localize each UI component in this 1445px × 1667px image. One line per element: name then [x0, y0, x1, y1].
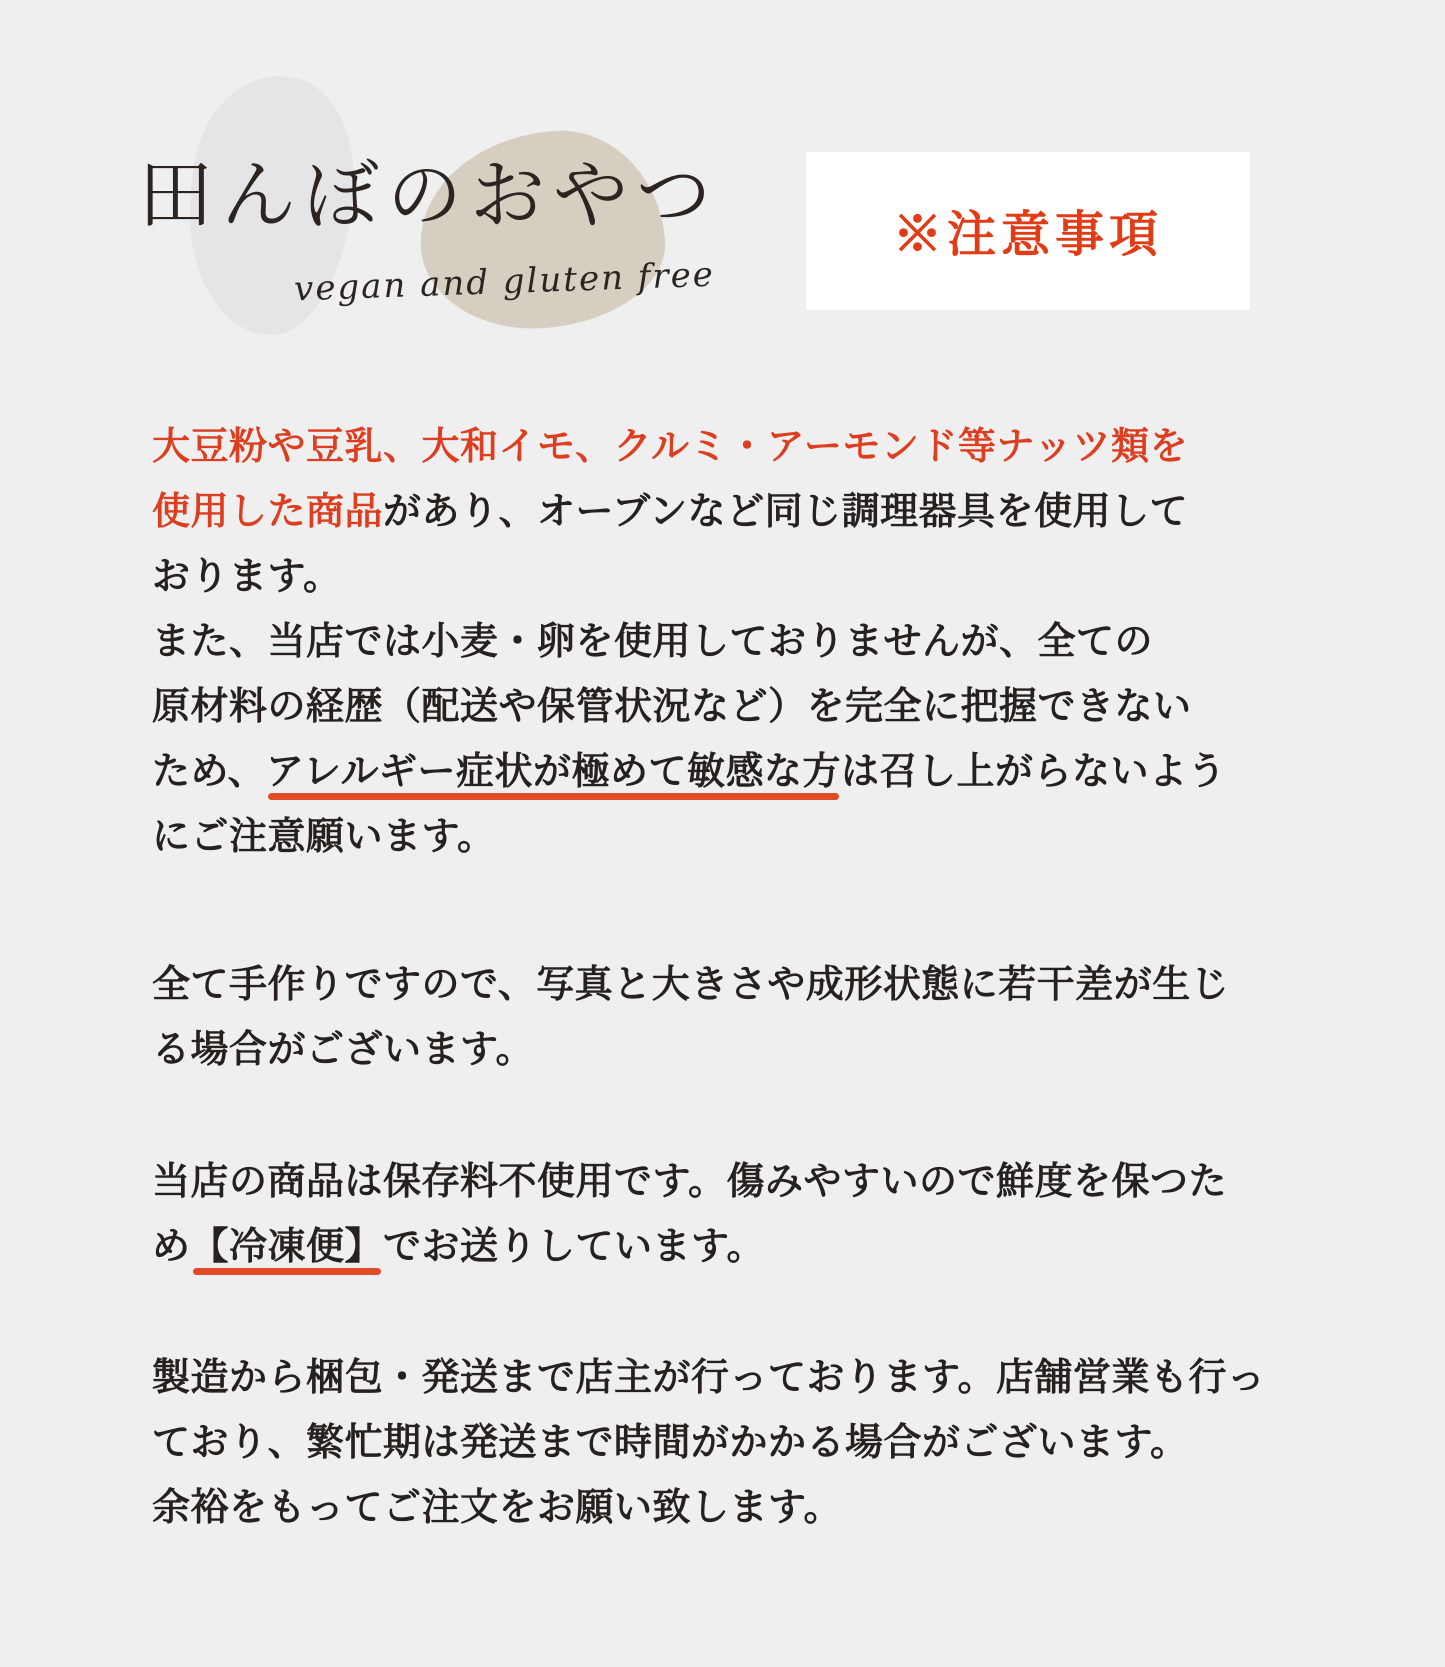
text-segment: る場合がございます。 [152, 1029, 534, 1071]
text-segment: ており、繁忙期は発送まで時間がかかる場合がございます。 [152, 1422, 1189, 1464]
text-segment: でお送りしています。 [383, 1226, 765, 1268]
text-segment: 原材料の経歴（配送や保管状況など）を完全に把握できない [152, 686, 1192, 728]
underlined-text-segment: アレルギー症状が極めて敏感な方 [265, 751, 842, 793]
paragraph-3 [152, 1150, 1332, 1280]
notice-title: ※注意事項 [892, 208, 1163, 262]
text-line [152, 545, 1332, 610]
text-line [152, 480, 1332, 545]
brand-tagline: vegan and gluten free [293, 254, 716, 310]
text-line [152, 1215, 1332, 1280]
text-segment: は召し上がらないよう [841, 751, 1227, 793]
text-segment: があり、オーブンなど同じ調理器具を使用して [383, 491, 1189, 533]
text-line [152, 675, 1332, 740]
text-segment: 全て手作りですので、写真と大きさや成形状態に若干差が生じ [152, 964, 1230, 1006]
text-segment: おります。 [152, 556, 342, 598]
text-segment: ため、 [152, 751, 266, 793]
text-segment: め [152, 1226, 191, 1268]
notice-title-box [806, 152, 1250, 310]
text-segment: 余裕をもってご注文をお願い致します。 [152, 1487, 842, 1529]
text-line [152, 415, 1332, 480]
brand-logo: 田んぼのおやつ [138, 151, 720, 239]
underlined-text-segment: 【冷凍便】 [190, 1226, 384, 1268]
text-segment: にご注意願います。 [152, 816, 496, 858]
text-line [152, 1018, 1332, 1083]
text-line [152, 953, 1332, 1018]
text-line [152, 740, 1332, 805]
paragraph-4 [152, 1346, 1332, 1541]
paragraph-2 [152, 953, 1332, 1083]
text-line [152, 1476, 1332, 1541]
text-line [152, 1346, 1332, 1411]
text-segment: また、当店では小麦・卵を使用しておりませんが、全ての [152, 621, 1154, 663]
text-line [152, 805, 1332, 870]
text-line [152, 1411, 1332, 1476]
highlighted-text-segment: 使用した商品 [152, 491, 384, 533]
text-line [152, 1150, 1332, 1215]
highlighted-text-segment: 大豆粉や豆乳、大和イモ、クルミ・アーモンド等ナッツ類を [152, 426, 1189, 468]
text-segment: 当店の商品は保存料不使用です。傷みやすいので鮮度を保つた [152, 1161, 1227, 1203]
text-segment: 製造から梱包・発送まで店主が行っております。店舗営業も行っ [152, 1357, 1266, 1399]
text-line [152, 610, 1332, 675]
paragraph-1 [152, 415, 1332, 870]
notice-body [152, 415, 1332, 1541]
